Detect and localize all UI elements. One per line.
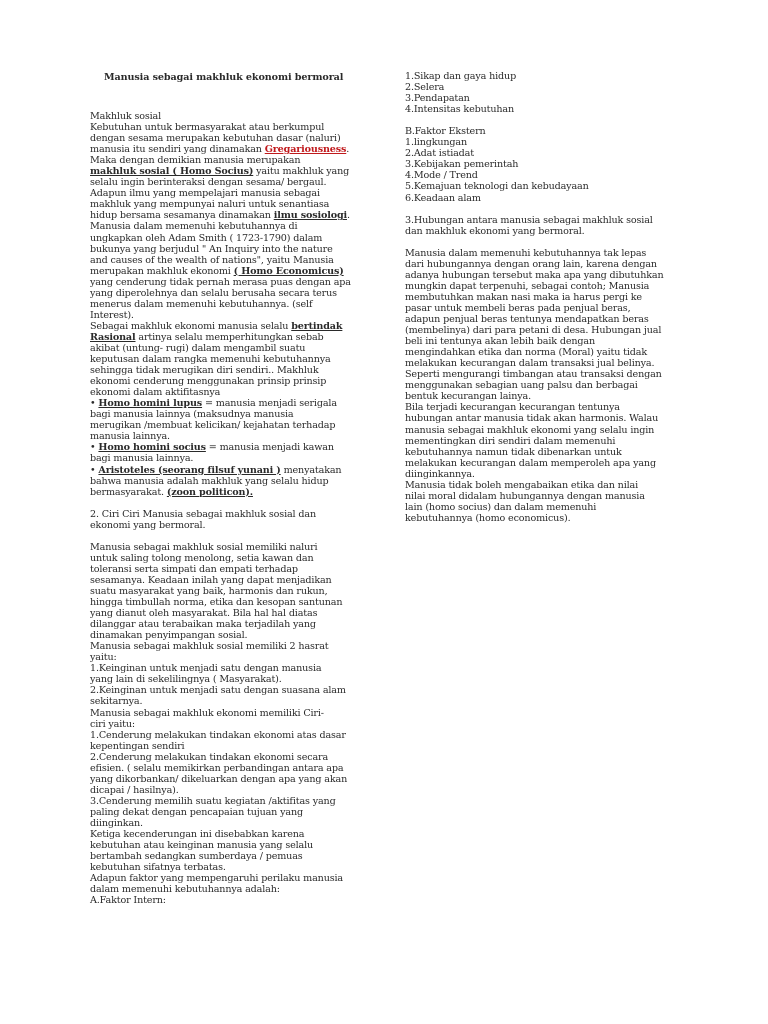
text-line (90, 840, 368, 851)
text-line (405, 447, 705, 458)
text-line (405, 93, 705, 104)
text-line (90, 177, 368, 188)
text-run: yang lain di sekelilingnya ( Masyarakat). (90, 674, 282, 686)
text-line (405, 436, 705, 447)
text-line (405, 170, 705, 181)
text-run: sehingga tidak merugikan diri sendiri.. Makhluk (90, 365, 319, 377)
text-run: 1.Keinginan untuk menjadi satu dengan manusia (90, 663, 322, 675)
text-run: (membelinya) dari para petani di desa. Hubungan jual (405, 325, 662, 337)
text-run: hubungan antar manusia tidak akan harmonis. Walau (405, 413, 659, 425)
text-line (90, 575, 368, 586)
text-line (90, 641, 368, 652)
text-line (90, 752, 368, 763)
text-line (90, 708, 368, 719)
text-line (90, 553, 368, 564)
text-line (90, 376, 368, 387)
text-run: dan makhluk ekonomi yang bermoral. (405, 225, 585, 237)
text-line (405, 82, 705, 93)
emphasized-text: (zoon politicon). (166, 486, 253, 498)
text-run: 4.Mode / Trend (405, 170, 478, 182)
text-run: 3.Cenderung memilih suatu kegiatan /aktifitas yang (90, 795, 336, 807)
text-run: 1.Cenderung melakukan tindakan ekonomi atas dasar (90, 729, 346, 741)
text-line (405, 314, 705, 325)
text-run: ekonomi yang bermoral. (90, 519, 206, 531)
text-run: merupakan makhluk ekonomi (90, 265, 234, 277)
text-run: dari hubungannya dengan orang lain, karena dengan (405, 258, 657, 270)
text-run: Adapun ilmu yang mempelajari manusia sebagai (90, 188, 320, 200)
text-line (405, 292, 705, 303)
emphasized-text: ilmu sosiologi (273, 210, 347, 222)
text-line (90, 155, 368, 166)
text-run: dinamakan penyimpangan sosial. (90, 630, 248, 642)
text-line (90, 398, 368, 409)
text-line (405, 104, 705, 115)
text-run: makhluk yang mempunyai naluri untuk senantiasa (90, 199, 330, 211)
text-run: Seperti mengurangi timbangan atau transaksi dengan (405, 369, 662, 381)
text-run: 3.Kebijakan pemerintah (405, 159, 519, 171)
blank-line (90, 498, 368, 509)
text-run: toleransi serta simpati dan empati terhadap (90, 563, 298, 575)
text-run: manusia itu sendiri yang dinamakan (90, 144, 265, 156)
text-run: sekitarnya. (90, 696, 143, 708)
text-run: yang diperolehnya dan selalu berusaha secara terus (90, 287, 337, 299)
text-line (90, 619, 368, 630)
text-line (90, 696, 368, 707)
text-line (90, 542, 368, 553)
text-line (90, 310, 368, 321)
text-run: ekonomi cenderung menggunakan prinsip prinsip (90, 376, 327, 388)
text-run: Manusia dalam memenuhi kebutuhannya tak lepas (405, 247, 647, 259)
text-line (90, 785, 368, 796)
text-run: yaitu makhluk yang (253, 166, 350, 178)
text-line (90, 453, 368, 464)
text-run: • (90, 398, 99, 410)
text-run: B.Faktor Ekstern (405, 126, 486, 138)
text-line (90, 442, 368, 453)
text-line (405, 469, 705, 480)
text-run: manusia sebagai makhluk ekonomi yang selalu ingin (405, 424, 655, 436)
text-run: bentuk kecurangan lainya. (405, 391, 531, 403)
text-line (90, 719, 368, 730)
text-run: menyatakan (280, 464, 342, 476)
text-line (90, 630, 368, 641)
text-run: ekonomi dalam aktifitasnya (90, 387, 221, 399)
text-line (90, 144, 368, 155)
text-line (90, 884, 368, 895)
text-line (90, 166, 368, 177)
text-run: kebutuhan atau keinginan manusia yang selalu (90, 840, 314, 852)
right-column (405, 71, 705, 524)
text-line (90, 608, 368, 619)
text-line (90, 564, 368, 575)
text-run: yaitu: (90, 652, 117, 664)
text-line (405, 270, 705, 281)
text-run: menerus dalam memenuhi kebutuhannya. (self (90, 298, 313, 310)
text-run: 1.lingkungan (405, 137, 468, 149)
text-line (405, 215, 705, 226)
text-run: Makhluk sosial (90, 111, 162, 122)
text-run: mungkin dapat terpenuhi, sebagai contoh; Manusia (405, 280, 650, 292)
text-run: mengindahkan etika dan norma (Moral) yaitu tidak (405, 347, 648, 359)
text-line (90, 685, 368, 696)
text-run: merugikan /membuat kelicikan/ kejahatan terhadap (90, 420, 336, 432)
text-line (405, 281, 705, 292)
text-line (405, 248, 705, 259)
text-line (405, 148, 705, 159)
text-line (90, 895, 368, 906)
text-run: yang cenderung tidak pernah merasa puas dengan apa (90, 276, 351, 288)
text-run: kebutuhan sifatnya terbatas. (90, 862, 226, 874)
text-run: and causes of the wealth of nations", yaitu Manusia (90, 254, 334, 266)
text-line (405, 491, 705, 502)
text-line (405, 303, 705, 314)
text-line (405, 181, 705, 192)
text-line (405, 336, 705, 347)
text-line (405, 226, 705, 237)
text-run: • (90, 464, 99, 476)
text-line (90, 774, 368, 785)
text-run: lain (homo socius) dan dalam memenuhi (405, 501, 597, 513)
text-line (405, 159, 705, 170)
text-run: beli ini tentunya akan lebih baik dengan (405, 336, 595, 348)
text-line (405, 126, 705, 137)
text-line (90, 133, 368, 144)
blank-line (405, 204, 705, 215)
text-line (90, 862, 368, 873)
text-run: A.Faktor Intern: (90, 895, 166, 907)
text-run: Ketiga kecenderungan ini disebabkan karena (90, 829, 305, 841)
text-line (90, 387, 368, 398)
emphasized-text: Gregariousness (264, 144, 347, 156)
text-line (90, 233, 368, 244)
text-line (90, 343, 368, 354)
text-line (90, 851, 368, 862)
text-run: membutuhkan makan nasi maka ia harus pergi ke (405, 291, 642, 303)
text-run: 2.Adat istiadat (405, 148, 474, 160)
text-run: bagi manusia lainnya. (90, 453, 194, 465)
text-run: hingga timbullah norma, etika dan kesopan santunan (90, 597, 343, 609)
text-line (90, 476, 368, 487)
text-line (405, 458, 705, 469)
text-run: 6.Keadaan alam (405, 192, 481, 204)
emphasized-text: Homo homini socius (98, 442, 206, 454)
text-line (90, 674, 368, 685)
text-run: Manusia tidak boleh mengabaikan etika dan nilai (405, 479, 639, 491)
text-run: adapun penjual beras tentunya mendapatkan beras (405, 314, 649, 326)
text-run: . (346, 144, 350, 156)
text-line (90, 122, 368, 133)
text-run: bukunya yang berjudul " An Inquiry into the nature (90, 243, 333, 255)
text-run: Adapun faktor yang mempengaruhi perilaku manusia (90, 873, 343, 885)
text-line (405, 502, 705, 513)
text-run: Interest). (90, 309, 134, 321)
emphasized-text: makhluk sosial ( Homo Socius) (90, 166, 254, 178)
text-run: Sebagai makhluk ekonomi manusia selalu (90, 320, 292, 332)
text-run: menggunakan sebagian uang palsu dan berbagai (405, 380, 638, 392)
text-run: Maka dengan demikian manusia merupakan (90, 155, 301, 167)
text-run: melakukan kecurangan dalam transaksi jual belinya. (405, 358, 655, 370)
blank-line (90, 531, 368, 542)
text-run: mementingkan diri sendiri dalam memenuhi (405, 435, 616, 447)
text-run: kebutuhannya namun tidak dibenarkan untuk (405, 446, 622, 458)
text-run: keputusan dalam rangka memenuhi kebutuhannya (90, 354, 331, 366)
text-run: diinginkan. (90, 818, 143, 829)
blank-line (405, 237, 705, 248)
text-line (405, 480, 705, 491)
text-run: bahwa manusia adalah makhluk yang selalu hidup (90, 475, 329, 487)
text-line (90, 188, 368, 199)
text-line (90, 255, 368, 266)
text-line (90, 321, 368, 332)
text-run: Manusia dalam memenuhi kebutuhannya di (90, 221, 298, 233)
text-line (405, 71, 705, 82)
text-run: nilai moral didalam hubungannya dengan manusia (405, 490, 645, 502)
text-run: dalam memenuhi kebutuhannya adalah: (90, 884, 280, 896)
text-line (90, 586, 368, 597)
text-line (90, 365, 368, 376)
text-line (405, 425, 705, 436)
text-run: untuk saling tolong menolong, setia kawan dan (90, 552, 314, 564)
text-line (90, 409, 368, 420)
emphasized-text: Aristoteles (seorang filsuf yunani ) (98, 464, 281, 476)
text-run: dilanggar atau terabaikan maka terjadilah yang (90, 619, 316, 631)
text-line (405, 137, 705, 148)
emphasized-text: bertindak (291, 320, 343, 332)
text-run: hidup bersama sesamanya dinamakan (90, 210, 274, 222)
text-run: yang dianut oleh masyarakat. Bila hal hal diatas (90, 608, 318, 620)
text-line (90, 663, 368, 674)
text-line (405, 347, 705, 358)
text-line (405, 380, 705, 391)
text-run: • (90, 442, 99, 454)
text-run: suatu masyarakat yang baik, harmonis dan rukun, (90, 586, 328, 598)
emphasized-text: Homo homini lupus (98, 398, 203, 410)
left-column (90, 111, 368, 906)
text-line (90, 210, 368, 221)
text-run: ungkapkan oleh Adam Smith ( 1723-1790) dalam (90, 232, 323, 244)
text-run: diinginkannya. (405, 468, 475, 480)
text-line (90, 796, 368, 807)
text-line (90, 597, 368, 608)
text-run: 1.Sikap dan gaya hidup (405, 71, 517, 82)
text-run: bertambah sedangkan sumberdaya / pemuas (90, 851, 303, 863)
text-run: adanya hubungan tersebut maka apa yang dibutuhkan (405, 269, 664, 281)
text-run: 2.Selera (405, 82, 445, 94)
text-line (90, 332, 368, 343)
text-line (90, 807, 368, 818)
text-line (90, 873, 368, 884)
text-line (90, 277, 368, 288)
text-run: Kebutuhan untuk bermasyarakat atau berkumpul (90, 122, 325, 134)
text-run: Bila terjadi kecurangan kecurangan tentunya (405, 402, 620, 414)
text-line (90, 299, 368, 310)
text-run: paling dekat dengan pencapaian tujuan yang (90, 806, 303, 818)
text-line (405, 358, 705, 369)
text-run: bagi manusia lainnya (maksudnya manusia (90, 409, 294, 421)
text-line (405, 193, 705, 204)
text-line (90, 465, 368, 476)
text-line (90, 288, 368, 299)
text-line (405, 513, 705, 524)
text-run: = manusia menjadi kawan (205, 442, 334, 454)
text-run: Manusia sebagai makhluk sosial memiliki 2 hasrat (90, 641, 329, 653)
text-line (405, 369, 705, 380)
text-run: 4.Intensitas kebutuhan (405, 104, 514, 116)
text-line (90, 763, 368, 774)
text-run: efisien. ( selalu memikirkan perbandingan antara apa (90, 762, 344, 774)
text-run: selalu ingin berinteraksi dengan sesama/ bergaul. (90, 177, 327, 189)
text-run: kepentingan sendiri (90, 740, 185, 752)
text-line (90, 221, 368, 232)
text-line (405, 325, 705, 336)
text-run: akibat (untung- rugi) dalam mengambil suatu (90, 342, 306, 354)
text-run: Manusia sebagai makhluk sosial memiliki naluri (90, 541, 318, 553)
text-line (90, 244, 368, 255)
text-line (90, 829, 368, 840)
text-line (90, 487, 368, 498)
text-line (90, 354, 368, 365)
text-line (405, 391, 705, 402)
text-run: artinya selalu memperhitungkan sebab (135, 331, 324, 343)
text-run: yang dikorbankan/ dikeluarkan dengan apa yang akan (90, 773, 348, 785)
text-line (90, 266, 368, 277)
text-run: dengan sesama merupakan kebutuhan dasar (naluri) (90, 133, 341, 145)
text-run: kebutuhannya (homo economicus). (405, 512, 571, 524)
text-line (90, 818, 368, 829)
text-run: dicapai / hasilnya). (90, 784, 179, 796)
document-title: Manusia sebagai makhluk ekonomi bermoral (104, 72, 344, 83)
emphasized-text: ( Homo Economicus) (233, 265, 344, 277)
text-run: 2.Keinginan untuk menjadi satu dengan suasana alam (90, 685, 346, 697)
text-run: manusia lainnya. (90, 431, 170, 443)
text-line (90, 431, 368, 442)
blank-line (405, 115, 705, 126)
text-run: ciri yaitu: (90, 718, 135, 730)
text-run: 2. Ciri Ciri Manusia sebagai makhluk sosial dan (90, 508, 316, 520)
text-run: sesamanya. Keadaan inilah yang dapat menjadikan (90, 574, 332, 586)
text-line (405, 402, 705, 413)
text-run: melakukan kecurangan dalam memperoleh apa yang (405, 457, 656, 469)
text-line (90, 111, 368, 122)
text-line (90, 520, 368, 531)
text-line (90, 199, 368, 210)
text-run: pasar untuk membeli beras pada penjual beras, (405, 302, 631, 314)
text-line (90, 652, 368, 663)
text-run: 5.Kemajuan teknologi dan kebudayaan (405, 181, 589, 193)
text-line (90, 730, 368, 741)
text-run: 2.Cenderung melakukan tindakan ekonomi secara (90, 751, 329, 763)
text-line (90, 741, 368, 752)
text-run: 3.Hubungan antara manusia sebagai makhluk sosial (405, 214, 653, 226)
text-line (90, 509, 368, 520)
text-run: = manusia menjadi serigala (202, 398, 337, 410)
text-run: . (347, 210, 350, 222)
text-run: bermasyarakat. (90, 486, 167, 498)
text-line (405, 259, 705, 270)
text-line (405, 413, 705, 424)
text-run: 3.Pendapatan (405, 93, 470, 105)
emphasized-text: Rasional (90, 331, 136, 343)
text-line (90, 420, 368, 431)
text-run: Manusia sebagai makhluk ekonomi memiliki Ciri- (90, 707, 324, 719)
